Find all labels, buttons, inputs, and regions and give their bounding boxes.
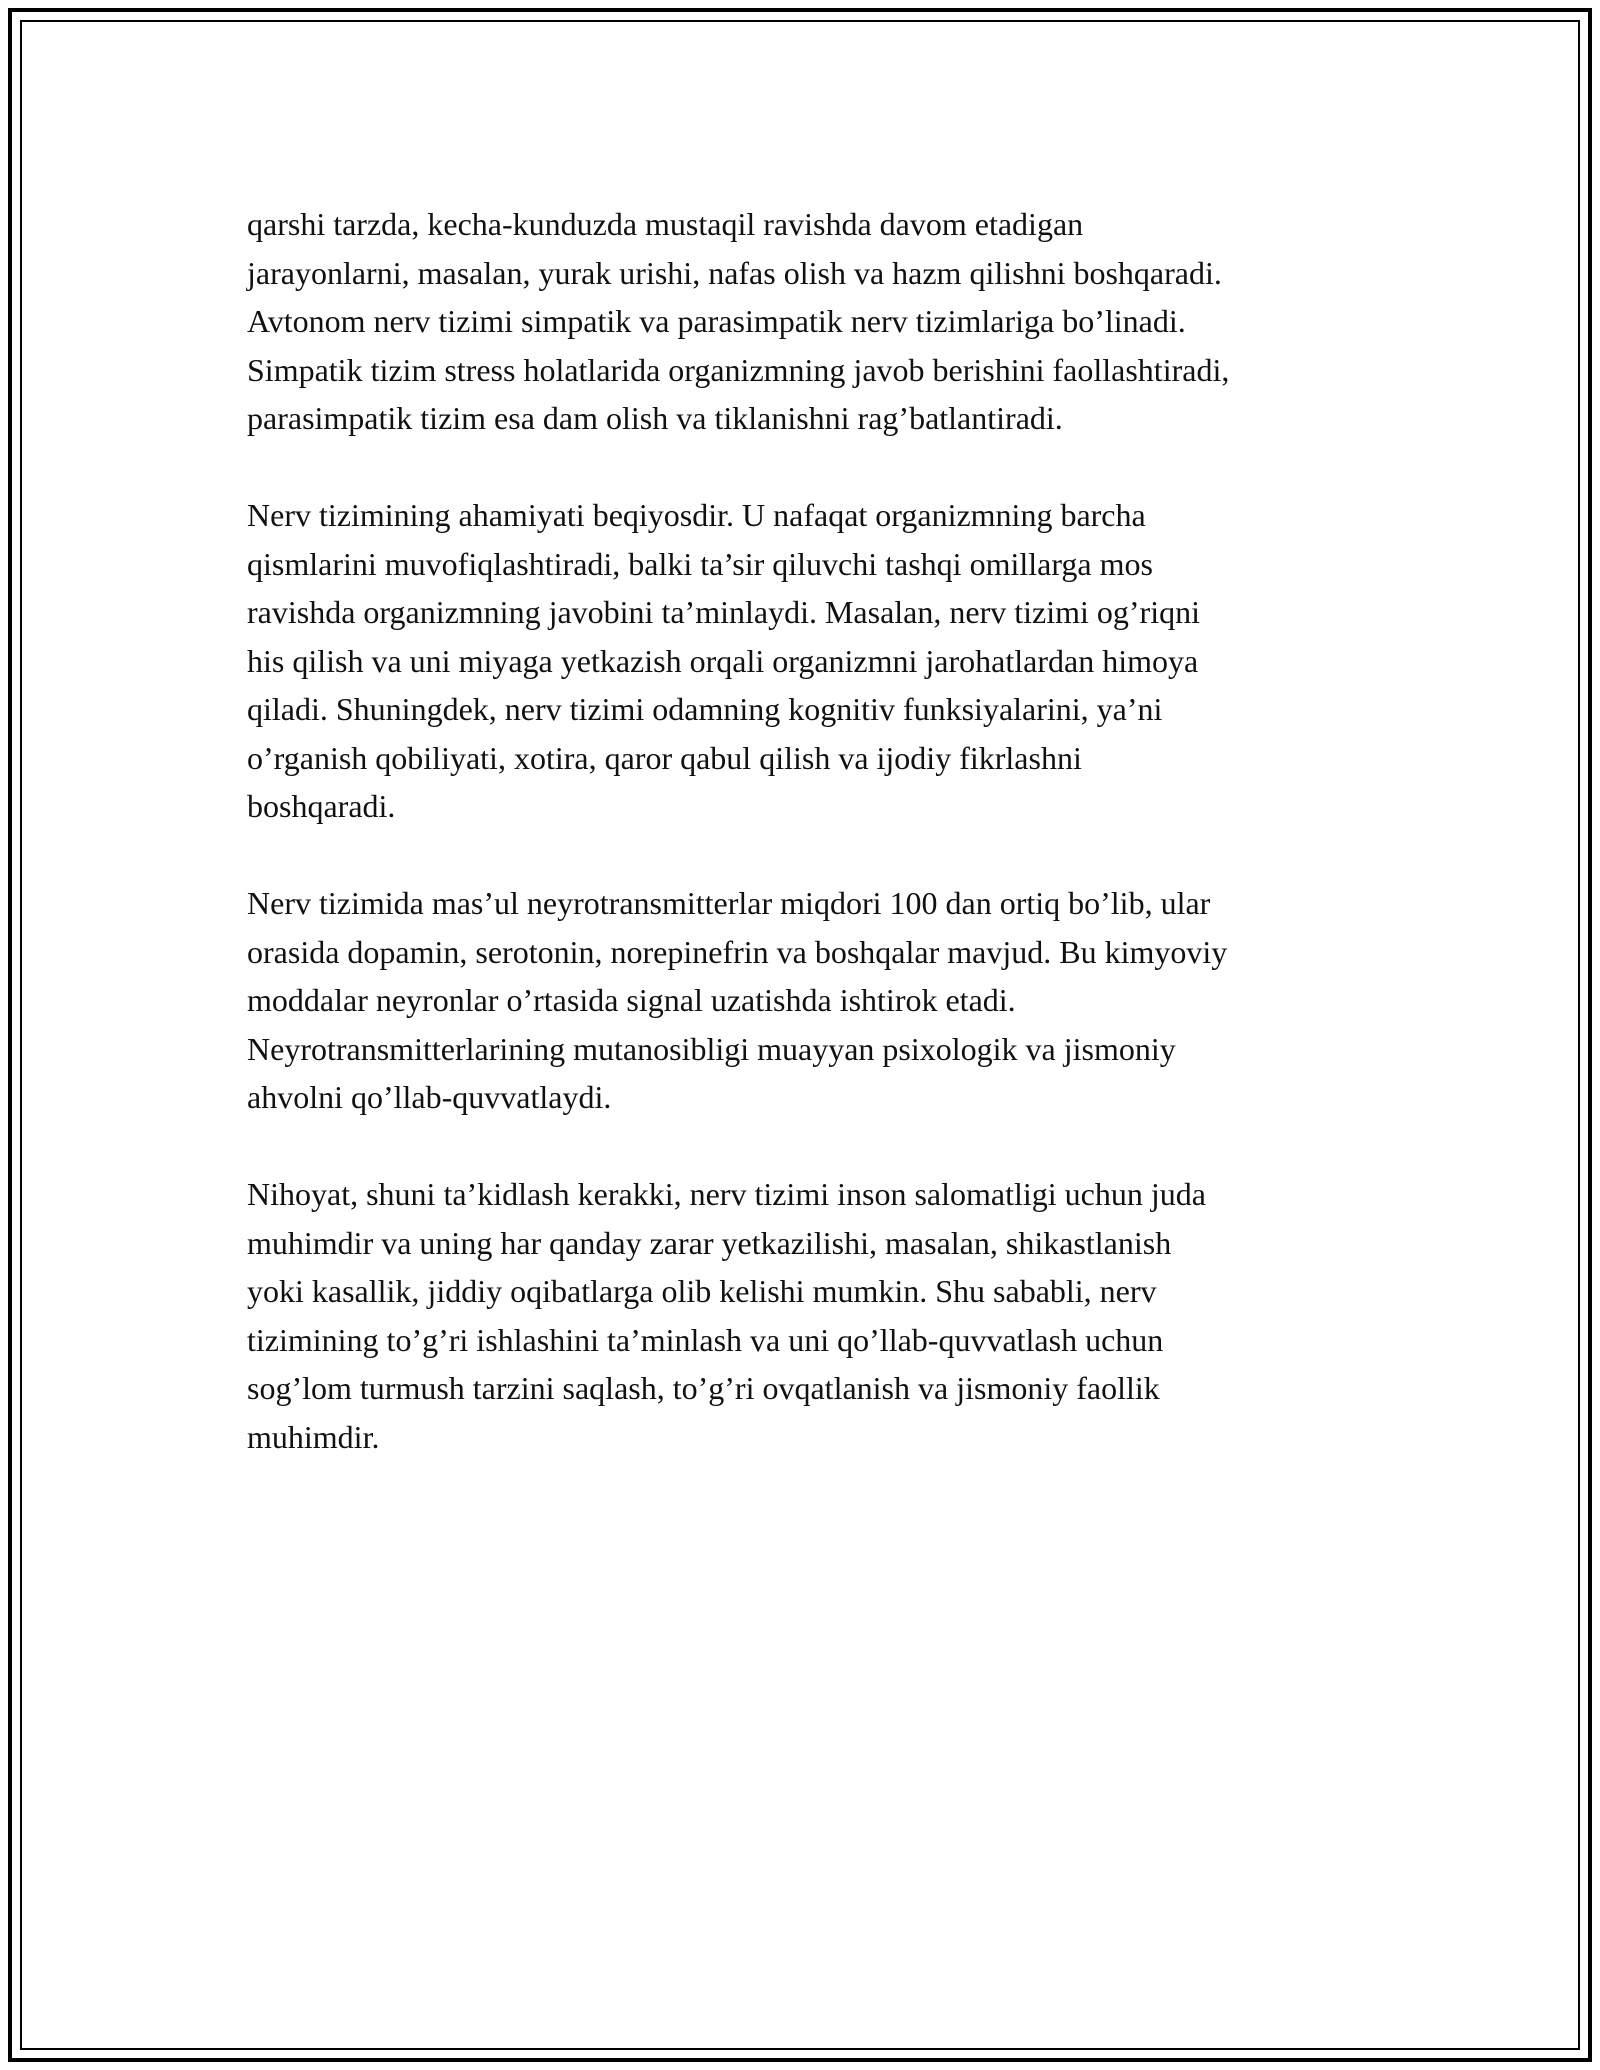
document-body	[247, 200, 1397, 1510]
paragraph-autonomic-nervous-system: qarshi tarzda, kecha-kunduzda mustaqil ravishda davom etadigan jarayonlarni, masalan, yurak urishi, nafas olish va hazm qilishni boshqaradi. Avtonom nerv tizimi simpatik va parasimpatik nerv tizimlariga bo’linadi. Simpatik tizim stress holatlarida organizmning javob berishini faollashtiradi, parasimpatik tizim esa dam olish va tiklanishni rag’batlantiradi.	[247, 206, 1230, 436]
paragraph-conclusion: Nihoyat, shuni ta’kidlash kerakki, nerv tizimi inson salomatligi uchun juda muhimdir va uning har qanday zarar yetkazilishi, masalan, shikastlanish yoki kasallik, jiddiy oqibatlarga olib kelishi mumkin. Shu sababli, nerv tizimining to’g’ri ishlashini ta’minlash va uni qo’llab-quvvatlash uchun sog’lom turmush tarzini saqlash, to’g’ri ovqatlanish va jismoniy faollik muhimdir.	[247, 1176, 1206, 1455]
paragraph-importance: Nerv tizimining ahamiyati beqiyosdir. U nafaqat organizmning barcha qismlarini muvofiqlashtiradi, balki ta’sir qiluvchi tashqi omillarga mos ravishda organizmning javobini ta’minlaydi. Masalan, nerv tizimi og’riqni his qilish va uni miyaga yetkazish orqali organizmni jarohatlardan himoya qiladi. Shuningdek, nerv tizimi odamning kognitiv funksiyalarini, ya’ni o’rganish qobiliyati, xotira, qaror qabul qilish va ijodiy fikrlashni boshqaradi.	[247, 497, 1200, 824]
document-page	[8, 8, 1592, 2062]
paragraph-neurotransmitters: Nerv tizimida mas’ul neyrotransmitterlar miqdori 100 dan ortiq bo’lib, ular orasida dopamin, serotonin, norepinefrin va boshqalar mavjud. Bu kimyoviy moddalar neyronlar o’rtasida signal uzatishda ishtirok etadi. Neyrotransmitterlarining mutanosibligi muayyan psixologik va jismoniy ahvolni qo’llab-quvvatlaydi.	[247, 885, 1228, 1115]
